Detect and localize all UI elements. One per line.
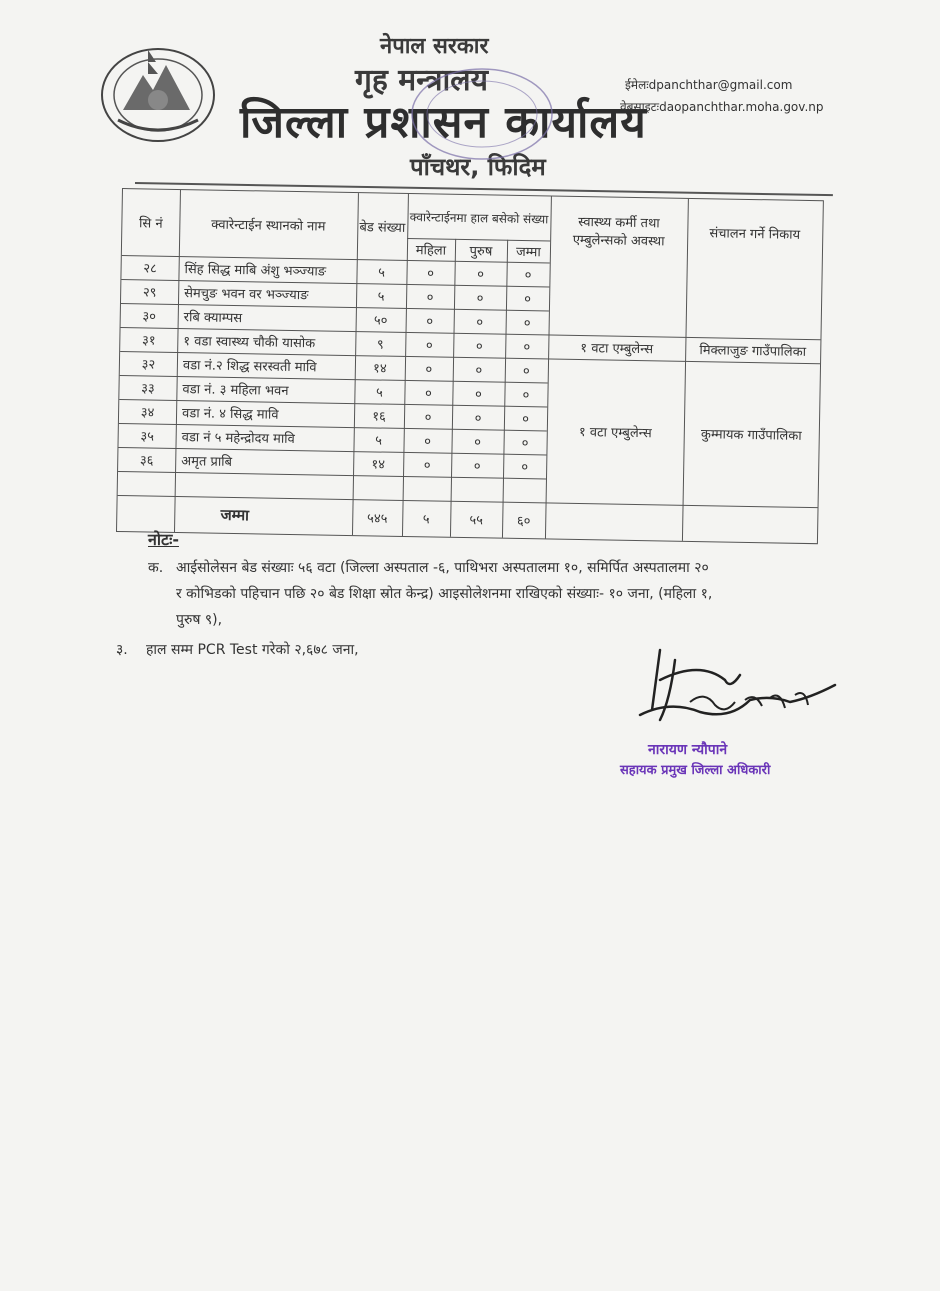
table-cell-place: वडा नं ५ महेन्द्रोदय मावि: [181, 430, 295, 448]
table-cell-place: वडा नं. ४ सिद्ध मावि: [181, 406, 279, 423]
table-cell-place: सिंह सिद्ध माबि अंशु भञ्ज्याङ: [184, 262, 327, 280]
table-cell-place: वडा नं. ३ महिला भवन: [182, 382, 289, 399]
website-text: वेबसाइटःdaopanchthar.moha.gov.np: [620, 100, 824, 114]
table-cell-female: ०: [426, 290, 434, 306]
table-cell-male: ०: [475, 339, 483, 355]
totals-beds: ५४५: [366, 511, 388, 527]
header-beds: बेड संख्या: [359, 220, 406, 236]
note2-marker: ३.: [116, 642, 128, 658]
note2-text: हाल सम्म PCR Test गरेको २,६७८ जना,: [146, 642, 359, 658]
table-cell-sn: ३५: [140, 429, 155, 445]
table-cell-male: ०: [473, 459, 481, 475]
totals-male: ५५: [469, 513, 484, 529]
note1-marker: क.: [148, 560, 164, 576]
totals-total: ६०: [516, 513, 531, 530]
table-cell-place: अमृत प्राबि: [181, 454, 233, 470]
table-cell-total: ०: [522, 388, 530, 404]
handwritten-signature: [630, 640, 840, 735]
table-cell-total: ०: [522, 364, 530, 380]
header-place: क्वारेन्टाईन स्थानको नाम: [211, 217, 326, 235]
table-cell-female: ०: [427, 266, 435, 282]
note1-line2: र कोभिडको पहिचान पछि २० बेड शिक्षा स्रोत केन्द्र) आइसोलेशनमा राखिएको संख्याः- १० जना, (महिला १,: [176, 586, 713, 602]
group2-health: १ वटा एम्बुलेन्स: [578, 425, 652, 442]
table-cell-male: ०: [474, 411, 482, 427]
notes-heading: नोटः-: [148, 530, 179, 549]
table-cell-female: ०: [424, 410, 432, 426]
table-cell-total: ०: [521, 436, 529, 452]
totals-female: ५: [422, 512, 430, 528]
group1-health: १ वटा एम्बुलेन्स: [580, 341, 654, 358]
government-name: नेपाल सरकार: [380, 34, 489, 59]
table-cell-male: ०: [475, 363, 483, 379]
header-total: जम्मा: [515, 244, 541, 261]
table-cell-beds: १४: [371, 457, 386, 473]
table-cell-sn: ३४: [140, 405, 155, 421]
header-operator: संचालन गर्ने निकाय: [709, 226, 801, 243]
email-text: ईमेलःdpanchthar@gmail.com: [625, 78, 793, 92]
table-cell-beds: १४: [372, 361, 387, 377]
table-cell-total: ०: [524, 268, 532, 284]
table-cell-beds: ५: [375, 433, 383, 449]
table-cell-beds: ९: [376, 337, 384, 353]
table-cell-beds: ५०: [373, 313, 388, 329]
signatory-name: नारायण न्यौपाने: [648, 742, 728, 758]
table-cell-sn: ३०: [142, 309, 157, 325]
header-male: पुरुष: [469, 244, 493, 260]
office-name: जिल्ला प्रशासन कार्यालय: [240, 97, 647, 148]
table-cell-total: ०: [521, 460, 529, 476]
table-cell-total: ०: [523, 340, 531, 356]
header-current: क्वारेन्टाईनमा हाल बसेको संख्या: [409, 209, 549, 226]
header-female: महिला: [415, 243, 447, 259]
table-cell-beds: १६: [372, 409, 386, 425]
header-health: स्वास्थ्य कर्मी तथा एम्बुलेन्सको अवस्था: [572, 214, 665, 250]
office-location: पाँचथर, फिदिम: [410, 153, 546, 181]
nepal-emblem: [98, 40, 218, 145]
table-cell-beds: ५: [377, 289, 385, 305]
quarantine-table: [116, 188, 824, 544]
table-cell-female: ०: [424, 434, 432, 450]
table-cell-total: ०: [521, 412, 530, 428]
group1-operator: मिक्लाजुङ गाउँपालिका: [699, 343, 807, 360]
table-cell-sn: २८: [143, 261, 157, 277]
note1-line1: आईसोलेसन बेड संख्याः ५६ वटा (जिल्ला अस्पताल -६, पाथिभरा अस्पतालमा १०, समिर्पित अस्पतालमा २०: [176, 560, 709, 576]
table-cell-sn: ३२: [141, 357, 156, 373]
table-cell-place: सेमचुङ भवन वर भञ्ज्याङ: [184, 286, 309, 304]
table-cell-female: ०: [423, 458, 431, 474]
office-stamp: [405, 62, 560, 167]
table-cell-male: ०: [476, 291, 484, 307]
table-cell-total: ०: [523, 316, 531, 332]
table-cell-male: ०: [474, 435, 482, 451]
ministry-name: गृह मन्त्रालय: [355, 63, 489, 98]
totals-label: जम्मा: [220, 505, 250, 525]
table-cell-sn: ३३: [141, 381, 155, 397]
table-cell-male: ०: [474, 387, 482, 403]
header-sn: सि नं: [138, 216, 163, 232]
table-cell-sn: ३१: [141, 333, 156, 349]
group2-operator: कुम्मायक गाउँपालिका: [700, 427, 802, 444]
note1-line3: पुरुष ९),: [176, 612, 223, 628]
table-cell-female: ०: [425, 338, 433, 354]
table-cell-sn: ३६: [139, 453, 154, 469]
table-cell-male: ०: [476, 315, 484, 331]
table-cell-beds: ५: [375, 385, 383, 401]
table-cell-female: ०: [426, 314, 434, 330]
table-cell-place: वडा नं.२ शिद्ध सरस्वती मावि: [182, 358, 317, 376]
table-cell-female: ०: [425, 362, 433, 378]
table-cell-female: ०: [424, 386, 432, 402]
table-cell-beds: ५: [378, 265, 386, 281]
table-cell-sn: २९: [142, 285, 157, 301]
table-cell-place: रबि क्याम्पस: [183, 310, 243, 327]
table-cell-male: ०: [477, 267, 485, 283]
table-cell-total: ०: [524, 292, 532, 308]
signatory-title: सहायक प्रमुख जिल्ला अधिकारी: [620, 763, 771, 778]
table-cell-place: १ वडा स्वास्थ्य चौकी यासोक: [183, 334, 316, 352]
